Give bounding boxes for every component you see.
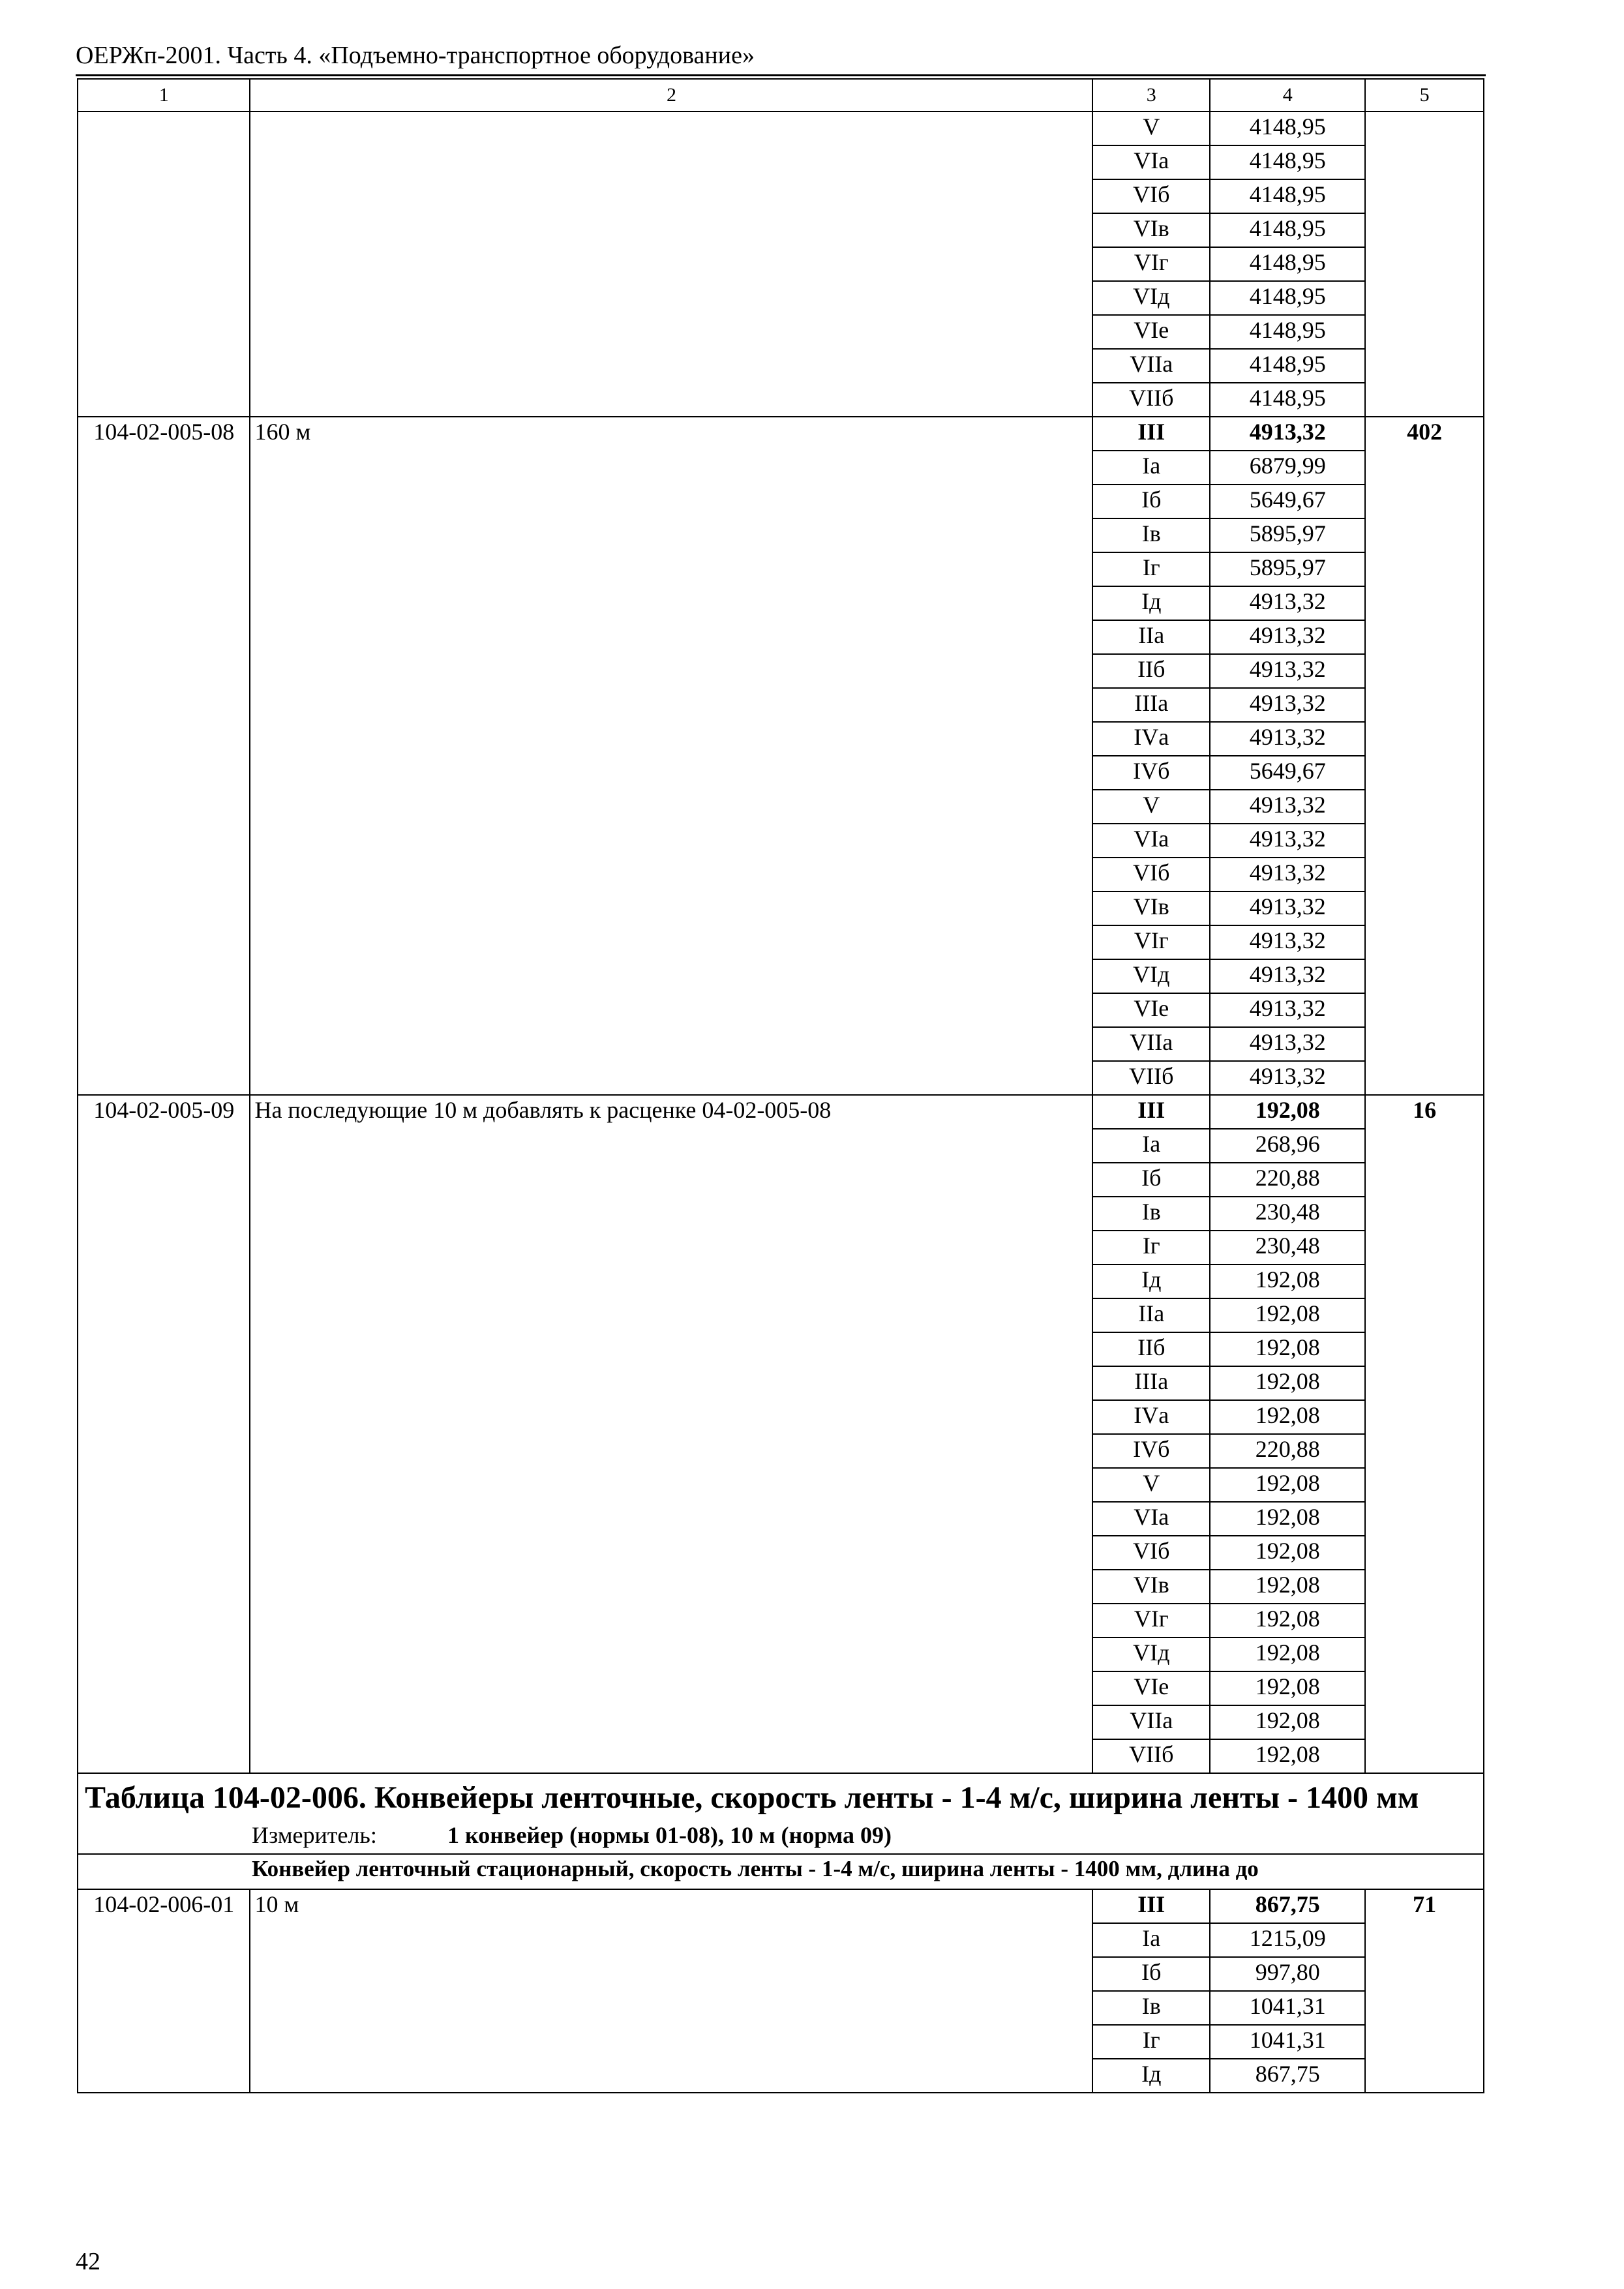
rate-value: 192,08 — [1210, 1705, 1365, 1739]
region-code: VIе — [1092, 315, 1210, 349]
region-code: Iб — [1092, 1957, 1210, 1991]
rate-value: 4913,32 — [1210, 1027, 1365, 1061]
rate-code — [78, 112, 250, 417]
rate-value: 4913,32 — [1210, 959, 1365, 993]
region-code: IIб — [1092, 654, 1210, 688]
region-code: VIд — [1092, 959, 1210, 993]
rate-value: 192,08 — [1210, 1366, 1365, 1400]
region-code: VIа — [1092, 1502, 1210, 1536]
rate-value: 867,75 — [1210, 1889, 1365, 1923]
rate-value: 4148,95 — [1210, 213, 1365, 247]
region-code: VIIб — [1092, 383, 1210, 417]
rate-code: 104-02-005-08 — [78, 417, 250, 1095]
rate-value: 4913,32 — [1210, 925, 1365, 959]
region-code: VIв — [1092, 1570, 1210, 1604]
rate-value: 1041,31 — [1210, 1991, 1365, 2025]
column-header: 2 — [250, 79, 1092, 112]
rate-value: 5649,67 — [1210, 756, 1365, 790]
rate-value: 4913,32 — [1210, 620, 1365, 654]
table-title: Таблица 104-02-006. Конвейеры ленточные, скорость ленты - 1-4 м/с, ширина ленты - 1400 мм — [85, 1780, 1419, 1815]
rate-value: 192,08 — [1210, 1400, 1365, 1434]
region-code: VIв — [1092, 213, 1210, 247]
region-code: Iг — [1092, 2025, 1210, 2059]
rate-value: 4148,95 — [1210, 349, 1365, 383]
region-code: Iв — [1092, 1197, 1210, 1231]
region-code: IIа — [1092, 620, 1210, 654]
region-code: VIIа — [1092, 1705, 1210, 1739]
subheader-row — [78, 1854, 1484, 1889]
region-code: VIб — [1092, 858, 1210, 891]
region-code: VIг — [1092, 247, 1210, 281]
rate-value: 230,48 — [1210, 1231, 1365, 1264]
region-code: VIIб — [1092, 1739, 1210, 1773]
column-5-value — [1365, 112, 1484, 417]
region-code: IVа — [1092, 1400, 1210, 1434]
region-code: VIб — [1092, 179, 1210, 213]
rate-value: 192,08 — [1210, 1604, 1365, 1638]
rate-value: 4913,32 — [1210, 891, 1365, 925]
rate-value: 1215,09 — [1210, 1923, 1365, 1957]
rate-value: 4913,32 — [1210, 722, 1365, 756]
rate-value: 5895,97 — [1210, 518, 1365, 552]
rate-value: 4913,32 — [1210, 654, 1365, 688]
region-code: Iд — [1092, 1264, 1210, 1298]
column-5-value: 16 — [1365, 1095, 1484, 1773]
rate-value: 4148,95 — [1210, 179, 1365, 213]
region-code: V — [1092, 1468, 1210, 1502]
region-code: VIе — [1092, 993, 1210, 1027]
rate-value: 192,08 — [1210, 1671, 1365, 1705]
rate-value: 192,08 — [1210, 1502, 1365, 1536]
rate-value: 4148,95 — [1210, 383, 1365, 417]
region-code: IVб — [1092, 756, 1210, 790]
column-header: 1 — [78, 79, 250, 112]
rate-value: 4913,32 — [1210, 790, 1365, 824]
region-code: IIIа — [1092, 1366, 1210, 1400]
region-code: III — [1092, 1095, 1210, 1129]
rate-description: 160 м — [250, 417, 1092, 1095]
table-row — [78, 1095, 1484, 1129]
table-row — [78, 417, 1484, 451]
column-header: 5 — [1365, 79, 1484, 112]
measure-value: 1 конвейер (нормы 01-08), 10 м (норма 09) — [447, 1822, 892, 1848]
region-code: Iа — [1092, 451, 1210, 485]
region-code: VIд — [1092, 1638, 1210, 1671]
column-header: 4 — [1210, 79, 1365, 112]
rate-value: 192,08 — [1210, 1095, 1365, 1129]
rate-value: 4148,95 — [1210, 315, 1365, 349]
region-code: V — [1092, 112, 1210, 145]
region-code: V — [1092, 790, 1210, 824]
rate-value: 4148,95 — [1210, 281, 1365, 315]
rate-value: 4913,32 — [1210, 824, 1365, 858]
column-5-value: 402 — [1365, 417, 1484, 1095]
rate-value: 4913,32 — [1210, 993, 1365, 1027]
rate-value: 192,08 — [1210, 1298, 1365, 1332]
running-header: ОЕРЖп-2001. Часть 4. «Подъемно-транспортное оборудование» — [76, 42, 755, 69]
page-number: 42 — [76, 2248, 100, 2275]
region-code: VIIа — [1092, 349, 1210, 383]
rate-value: 192,08 — [1210, 1332, 1365, 1366]
rate-value: 5895,97 — [1210, 552, 1365, 586]
region-code: VIIб — [1092, 1061, 1210, 1095]
rate-value: 4913,32 — [1210, 417, 1365, 451]
measure-label: Измеритель: — [252, 1822, 377, 1848]
region-code: VIг — [1092, 925, 1210, 959]
rate-value: 4913,32 — [1210, 858, 1365, 891]
region-code: IIIа — [1092, 688, 1210, 722]
table-row — [78, 1889, 1484, 1923]
rate-value: 4913,32 — [1210, 1061, 1365, 1095]
rate-value: 230,48 — [1210, 1197, 1365, 1231]
region-code: VIа — [1092, 145, 1210, 179]
subheader: Конвейер ленточный стационарный, скорость ленты - 1-4 м/с, ширина ленты - 1400 мм, длина до — [78, 1854, 1484, 1889]
rate-value: 5649,67 — [1210, 485, 1365, 518]
rate-value: 1041,31 — [1210, 2025, 1365, 2059]
rate-value: 220,88 — [1210, 1163, 1365, 1197]
rate-value: 220,88 — [1210, 1434, 1365, 1468]
region-code: IIа — [1092, 1298, 1210, 1332]
region-code: Iв — [1092, 1991, 1210, 2025]
region-code: IIб — [1092, 1332, 1210, 1366]
region-code: Iб — [1092, 485, 1210, 518]
rate-value: 6879,99 — [1210, 451, 1365, 485]
region-code: VIг — [1092, 1604, 1210, 1638]
region-code: Iд — [1092, 2059, 1210, 2093]
region-code: VIе — [1092, 1671, 1210, 1705]
region-code: VIб — [1092, 1536, 1210, 1570]
rate-value: 192,08 — [1210, 1264, 1365, 1298]
rate-value: 192,08 — [1210, 1570, 1365, 1604]
measure-row — [78, 1821, 1484, 1854]
region-code: Iв — [1092, 518, 1210, 552]
region-code: VIв — [1092, 891, 1210, 925]
region-code: III — [1092, 417, 1210, 451]
rate-description — [250, 112, 1092, 417]
region-code: IVа — [1092, 722, 1210, 756]
rate-value: 867,75 — [1210, 2059, 1365, 2093]
rates-table — [77, 78, 1484, 2093]
region-code: III — [1092, 1889, 1210, 1923]
rate-value: 997,80 — [1210, 1957, 1365, 1991]
rate-code: 104-02-005-09 — [78, 1095, 250, 1773]
rate-value: 4913,32 — [1210, 586, 1365, 620]
rate-value: 4148,95 — [1210, 112, 1365, 145]
rate-code: 104-02-006-01 — [78, 1889, 250, 2093]
rate-value: 4148,95 — [1210, 247, 1365, 281]
rate-value: 192,08 — [1210, 1536, 1365, 1570]
rate-value: 4913,32 — [1210, 688, 1365, 722]
column-header: 3 — [1092, 79, 1210, 112]
rate-value: 4148,95 — [1210, 145, 1365, 179]
region-code: IVб — [1092, 1434, 1210, 1468]
table-row — [78, 112, 1484, 145]
rate-description: 10 м — [250, 1889, 1092, 2093]
region-code: Iб — [1092, 1163, 1210, 1197]
column-header-row — [78, 79, 1484, 112]
rate-value: 192,08 — [1210, 1739, 1365, 1773]
region-code: Iа — [1092, 1129, 1210, 1163]
rate-value: 192,08 — [1210, 1638, 1365, 1671]
region-code: Iа — [1092, 1923, 1210, 1957]
region-code: Iд — [1092, 586, 1210, 620]
rate-value: 268,96 — [1210, 1129, 1365, 1163]
rate-value: 192,08 — [1210, 1468, 1365, 1502]
region-code: VIIа — [1092, 1027, 1210, 1061]
region-code: VIа — [1092, 824, 1210, 858]
region-code: VIд — [1092, 281, 1210, 315]
rate-description: На последующие 10 м добавлять к расценке 04-02-005-08 — [250, 1095, 1092, 1773]
region-code: Iг — [1092, 1231, 1210, 1264]
region-code: Iг — [1092, 552, 1210, 586]
header-rule — [76, 74, 1486, 76]
table-title-row — [78, 1773, 1484, 1821]
column-5-value: 71 — [1365, 1889, 1484, 2093]
